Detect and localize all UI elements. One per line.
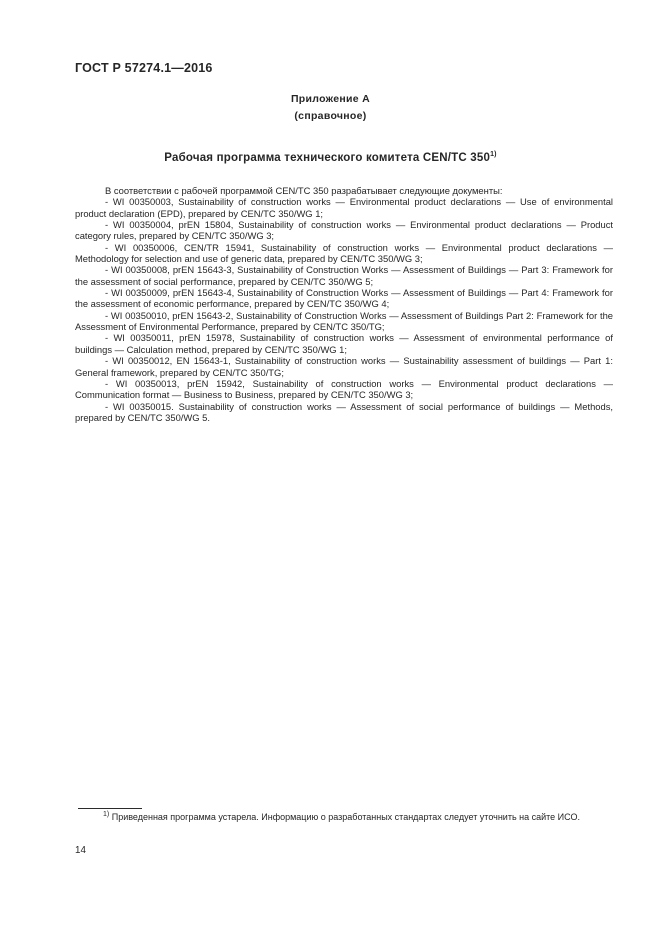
doc-code: ГОСТ Р 57274.1—2016 xyxy=(75,61,213,75)
intro-paragraph: В соответствии с рабочей программой CEN/TC 350 разрабатывает следующие документы: xyxy=(105,185,503,196)
list-item: - WI 00350003, Sustainability of construction works — Environmental product declarations — Use of environmental product declaration (EPD), prepared by CEN/TC 350/WG 1; xyxy=(75,196,613,219)
list-item: - WI 00350006, CEN/TR 15941, Sustainability of construction works — Environmental product declarations — Methodology for selection and use of generic data, prepared by CEN/TC 350/WG 3; xyxy=(75,241,613,265)
footnote xyxy=(75,812,613,824)
page-title-text: Рабочая программа технического комитета CEN/TC 350 xyxy=(164,152,491,164)
appendix-heading xyxy=(0,91,661,124)
title-footnote-marker: 1) xyxy=(490,151,497,159)
list-item: - WI 00350015. Sustainability of construction works — Assessment of social performance of buildings — Methods, prepared by CEN/TC 350/WG 5. xyxy=(75,400,613,423)
list-item: - WI 00350012, EN 15643-1, Sustainability of construction works — Sustainability assessment of buildings — Part 1: General framework, prepared by CEN/TC 350/TG; xyxy=(75,355,613,378)
page-title xyxy=(0,152,661,164)
page-number: 14 xyxy=(75,845,86,856)
list-item: - WI 00350009, prEN 15643-4, Sustainability of Construction Works — Assessment of Buildings — Part 4: Framework for the assessment of economic performance, prepared by CEN/TC 350/WG 4; xyxy=(75,287,613,310)
list-item: - WI 00350004, prEN 15804, Sustainability of construction works — Environmental product declarations — Product category rules, prepared by CEN/TC 350/WG 3; xyxy=(75,219,613,242)
footnote-divider xyxy=(78,808,142,809)
appendix-label: Приложение А xyxy=(290,93,371,105)
list-item: - WI 00350011, prEN 15978, Sustainability of construction works — Assessment of environmental performance of buildings — Calculation method, prepared by CEN/TC 350/WG 1; xyxy=(75,332,613,355)
footnote-marker: 1) xyxy=(103,811,110,818)
list-item: - WI 00350013, prEN 15942, Sustainability of construction works — Environmental product declarations — Communication format — Business to Business, prepared by CEN/TC 350/WG 3; xyxy=(75,377,613,401)
body-text xyxy=(75,185,613,423)
appendix-kind: (справочное) xyxy=(294,109,367,122)
footnote-paragraph xyxy=(75,812,613,824)
list-item: - WI 00350010, prEN 15643-2, Sustainability of Construction Works — Assessment of Buildings Part 2: Framework for the Assessment of Environmental Performance, prepared by CEN/TC 350/TG; xyxy=(75,309,613,333)
footnote-text: Приведенная программа устарела. Информацию о разработанных стандартах следует уточнить на сайте ИСО. xyxy=(109,812,580,822)
list-item: - WI 00350008, prEN 15643-3, Sustainability of Construction Works — Assessment of Buildings — Part 3: Framework for the assessment of social performance, prepared by CEN/TC 350/WG 5; xyxy=(75,264,613,287)
